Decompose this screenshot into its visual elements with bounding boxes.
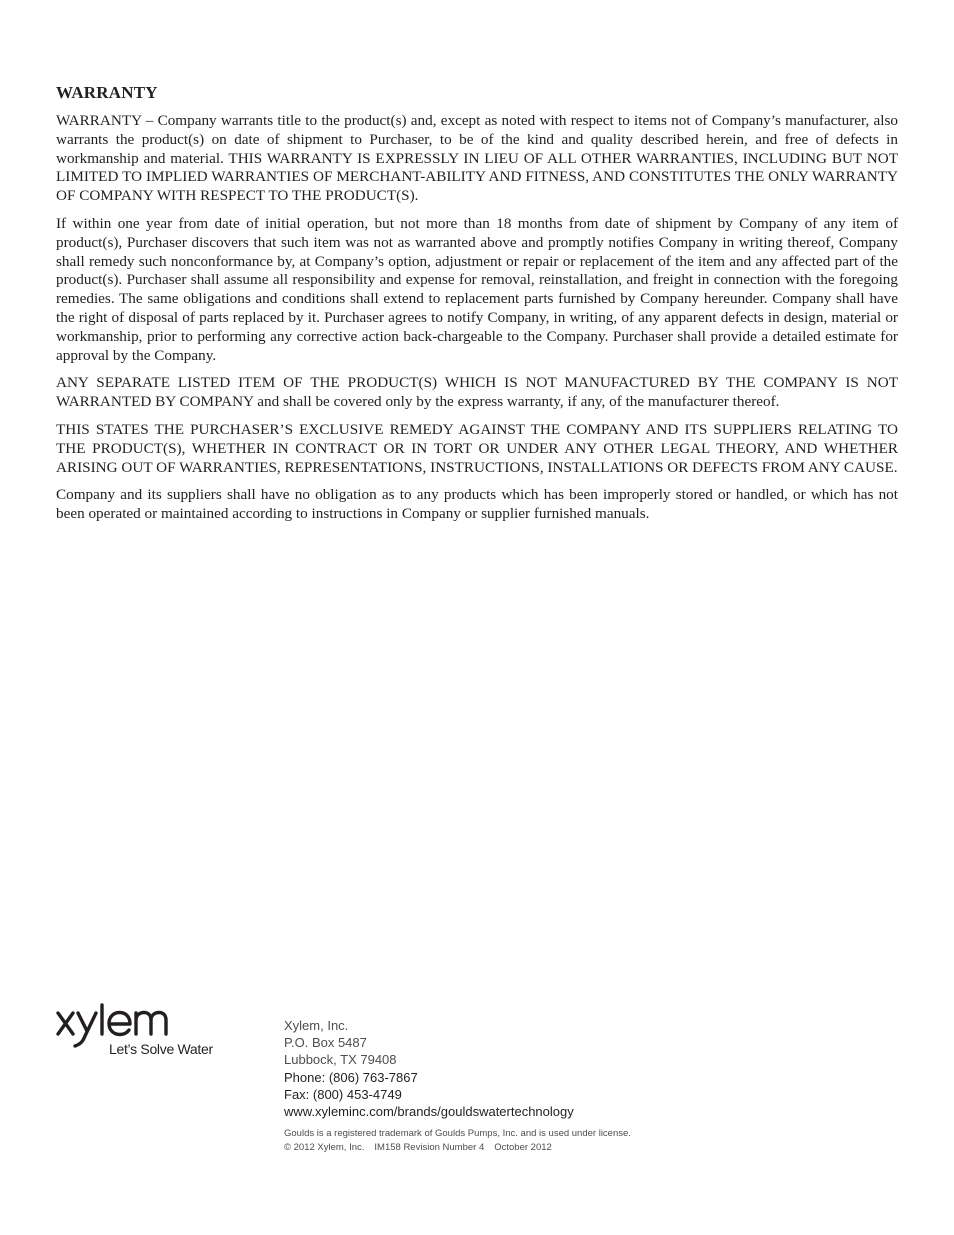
warranty-paragraph: WARRANTY – Company warrants title to the product(s) and, except as noted with respect to items not of Company’s manufacturer, also warrants the product(s) on date of shipment to Purchaser, to be of the kind and quality described herein, and free of defects in workmanship and material. THIS WARRANTY IS EXPRESSLY IN LIEU OF ALL OTHER WARRANTIES, INCLUDING BUT NOT LIMITED TO IMPLIED WARRANTIES OF MERCHANT-ABILITY AND FITNESS, AND CONSTITUTES THE ONLY WARRANTY OF COMPANY WITH RESPECT TO THE PRODUCT(S). [56,112,898,205]
document-date: October 2012 [494,1142,552,1153]
website-link[interactable]: www.xyleminc.com/brands/gouldswatertechnology [284,1104,574,1120]
warranty-paragraph: ANY SEPARATE LISTED ITEM OF THE PRODUCT(S) WHICH IS NOT MANUFACTURED BY THE COMPANY IS NOT WARRANTED BY COMPANY and shall be covered only by the express warranty, if any, of the manufacturer thereof. [56,374,898,411]
phone-line: Phone: (806) 763-7867 [284,1069,418,1085]
trademark-notice: Goulds is a registered trademark of Goulds Pumps, Inc. and is used under license. [284,1128,631,1139]
document-id: IM158 Revision Number 4 [374,1142,485,1153]
city-line: Lubbock, TX 79408 [284,1052,397,1068]
brand-tagline: Let’s Solve Water [109,1041,213,1057]
warranty-paragraph: Company and its suppliers shall have no obligation as to any products which has been improperly stored or handled, or which has not been operated or maintained according to instructions in Company or supplier furnished manuals. [56,486,898,523]
warranty-body [56,112,898,533]
company-name: Xylem, Inc. [284,1018,349,1033]
fax-line: Fax: (800) 453-4749 [284,1086,402,1102]
footer-info-line [284,1141,631,1155]
warranty-paragraph: THIS STATES THE PURCHASER’S EXCLUSIVE REMEDY AGAINST THE COMPANY AND ITS SUPPLIERS RELATING TO THE PRODUCT(S), WHETHER IN CONTRACT OR IN TORT OR UNDER ANY OTHER LEGAL THEORY, AND WHETHER ARISING OUT OF WARRANTIES, REPRESENTATIONS, INSTRUCTIONS, INSTALLATIONS OR DEFECTS FROM ANY CAUSE. [56,420,898,476]
warranty-paragraph: If within one year from date of initial operation, but not more than 18 months from date of shipment by Company of any item of product(s), Purchaser discovers that such item was not as warranted above and promptly notifies Company in writing thereof, Company shall remedy such nonconformance by, at Company’s option, adjustment or repair or replacement of the item and any affected part of the product(s). Purchaser shall assume all responsibility and expense for removal, reinstallation, and freight in connection with the foregoing remedies. The same obligations and conditions shall extend to replacement parts furnished by Company hereunder. Company shall have the right of disposal of parts replaced by it. Purchaser agrees to notify Company, in writing, of any apparent defects in design, material or workmanship, prior to performing any corrective action back-chargeable to the Company. Purchaser shall provide a detailed estimate for approval by the Company. [56,214,898,364]
contact-block [284,1017,574,1120]
fine-print [284,1127,631,1155]
po-box: P.O. Box 5487 [284,1035,367,1051]
copyright-text: © 2012 Xylem, Inc. [284,1142,365,1153]
warranty-title: WARRANTY [56,83,158,102]
